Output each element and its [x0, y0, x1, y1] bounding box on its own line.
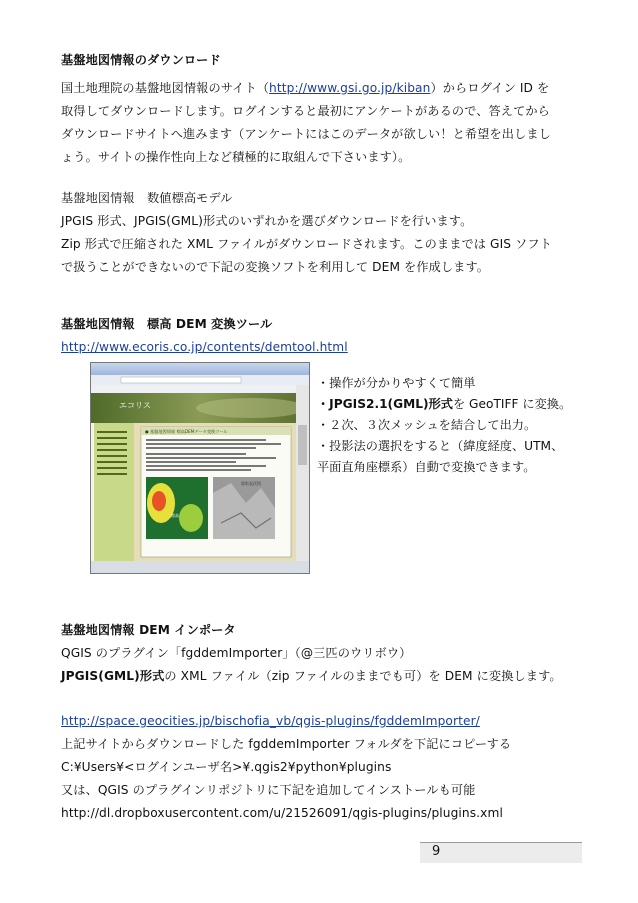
feature-2-rest: を GeoTIFF に変換。: [452, 397, 572, 411]
ecoris-link[interactable]: http://www.ecoris.co.jp/contents/demtool.html: [61, 340, 348, 354]
para2-line3: Zip 形式で圧縮された XML ファイルがダウンロードされます。このままでは GIS ソフト: [61, 237, 552, 251]
importer-line2-rest: の XML ファイル（zip ファイルのままでも可）を DEM に変換します。: [164, 669, 562, 683]
feature-2: [317, 396, 571, 412]
heading-dem-importer: 基盤地図情報 DEM インポータ: [61, 623, 236, 637]
feature-1: ・操作が分かりやすくて簡単: [317, 376, 476, 390]
screenshot-image: [90, 362, 310, 574]
importer-line2: [61, 668, 562, 684]
geocities-link[interactable]: http://space.geocities.jp/bischofia_vb/qgis-plugins/fgddemImporter/: [61, 714, 480, 728]
para2-line2: JPGIS 形式、JPGIS(GML)形式のいずれかを選びダウンロードを行います。: [61, 214, 473, 228]
para1-line4: ょう。サイトの操作性向上など積極的に取組んで下さいます）。: [61, 150, 411, 164]
heading-dem-tool: 基盤地図情報 標高 DEM 変換ツール: [61, 317, 273, 331]
importer-line1: QGIS のプラグイン「fgddemImporter」（@三匹のウリボウ）: [61, 646, 412, 660]
feature-4: ・投影法の選択をすると（緯度経度、UTM、: [317, 439, 564, 453]
shot-logo: エコリス: [119, 401, 151, 410]
feature-3: ・２次、３次メッシュを結合して出力。: [317, 418, 537, 432]
importer-line5: 又は、QGIS のプラグインリポジトリに下記を追加してインストールも可能: [61, 783, 476, 797]
para2-line1: 基盤地図情報 数値標高モデル: [61, 191, 233, 205]
importer-line2-bold: JPGIS(GML)形式: [61, 669, 165, 683]
shot-panel-left: 標高: [171, 513, 179, 518]
importer-line3: 上記サイトからダウンロードした fgddemImporter フォルダを下記にコピーする: [61, 737, 512, 751]
heading-download: 基盤地図情報のダウンロード: [61, 53, 221, 67]
page-number: 9: [432, 844, 441, 859]
shot-page-title: ● 基盤地図情報 標高DEMデータ変換ツール: [145, 429, 228, 434]
para1-text-a: 国土地理院の基盤地図情報のサイト（: [61, 81, 270, 95]
page-number-bar: [420, 842, 582, 863]
para1-line3: ダウンロードサイトへ進みます（アンケートにはこのデータが欲しい！と希望を出しまし: [61, 127, 551, 141]
para2-line4: で扱うことができないので下記の変換ソフトを利用して DEM を作成します。: [61, 260, 490, 274]
feature-5: 平面直角座標系）自動で変換できます。: [317, 460, 536, 474]
shot-panel-right: 陰影起伏図: [241, 481, 261, 486]
para1-line1: [61, 80, 549, 96]
para1-text-b: ）からログイン ID を: [430, 81, 550, 95]
importer-line6: http://dl.dropboxusercontent.com/u/21526091/qgis-plugins/plugins.xml: [61, 806, 503, 820]
importer-line4: C:¥Users¥<ログインユーザ名>¥.qgis2¥python¥plugins: [61, 760, 392, 774]
feature-2-bold: ・JPGIS2.1(GML)形式: [317, 397, 453, 411]
gsi-link[interactable]: http://www.gsi.go.jp/kiban: [269, 81, 431, 95]
para1-line2: 取得してダウンロードします。ログインすると最初にアンケートがあるので、答えてから: [61, 104, 550, 118]
